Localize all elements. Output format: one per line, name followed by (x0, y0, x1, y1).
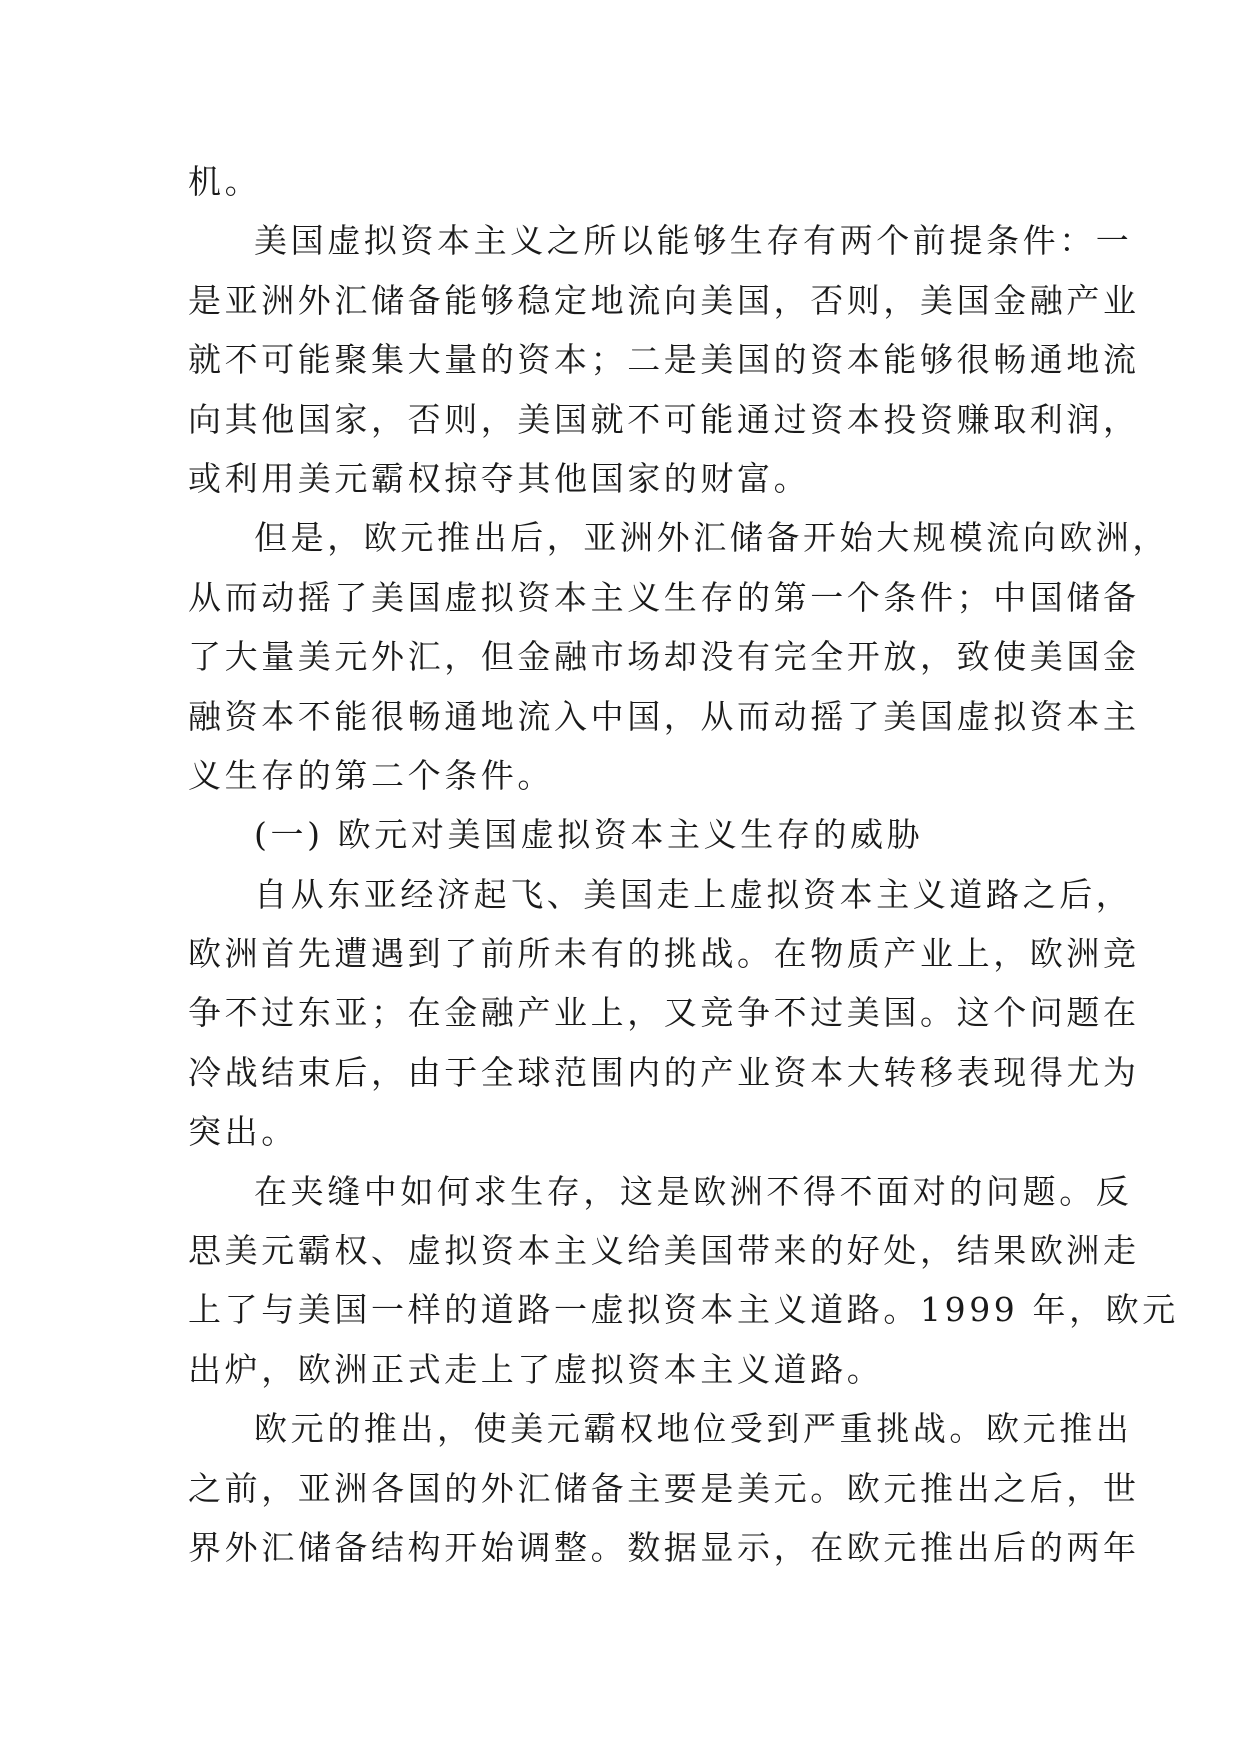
paragraph-start-line: 自从东亚经济起飞、美国走上虚拟资本主义道路之后， (254, 874, 1133, 914)
body-text (188, 152, 1179, 1577)
section-heading: (一) 欧元对美国虚拟资本主义生存的威胁 (254, 815, 924, 855)
paragraph-start-line: 在夹缝中如何求生存，这是欧洲不得不面对的问题。反 (254, 1171, 1133, 1211)
text-line: 从而动摇了美国虚拟资本主义生存的第一个条件；中国储备 (188, 577, 1140, 617)
paragraph-start-line: 但是，欧元推出后，亚洲外汇储备开始大规模流向欧洲， (254, 518, 1169, 558)
text-line: 上了与美国一样的道路一虚拟资本主义道路。1999 年，欧元 (188, 1290, 1179, 1330)
text-line: 向其他国家，否则，美国就不可能通过资本投资赚取利润， (188, 399, 1140, 439)
text-line: 了大量美元外汇，但金融市场却没有完全开放，致使美国金 (188, 637, 1140, 677)
text-line: 或利用美元霸权掠夺其他国家的财富。 (188, 458, 811, 498)
text-line: 就不可能聚集大量的资本；二是美国的资本能够很畅通地流 (188, 340, 1140, 380)
text-line: 义生存的第二个条件。 (188, 755, 554, 795)
text-line: 是亚洲外汇储备能够稳定地流向美国，否则，美国金融产业 (188, 280, 1140, 320)
text-line: 融资本不能很畅通地流入中国，从而动摇了美国虚拟资本主 (188, 696, 1140, 736)
text-line: 冷战结束后，由于全球范围内的产业资本大转移表现得尤为 (188, 1052, 1140, 1092)
paragraph-start-line: 美国虚拟资本主义之所以能够生存有两个前提条件：一 (254, 221, 1133, 261)
text-line: 出炉，欧洲正式走上了虚拟资本主义道路。 (188, 1349, 884, 1389)
text-line: 机。 (188, 162, 262, 201)
text-line: 突出。 (188, 1112, 298, 1152)
text-line: 之前，亚洲各国的外汇储备主要是美元。欧元推出之后，世 (188, 1468, 1140, 1508)
paragraph-start-line: 欧元的推出，使美元霸权地位受到严重挑战。欧元推出 (254, 1409, 1133, 1449)
text-line: 争不过东亚；在金融产业上，又竞争不过美国。这个问题在 (188, 993, 1140, 1033)
text-line: 欧洲首先遭遇到了前所未有的挑战。在物质产业上，欧洲竞 (188, 934, 1140, 974)
text-line: 界外汇储备结构开始调整。数据显示，在欧元推出后的两年 (188, 1527, 1140, 1567)
text-line: 思美元霸权、虚拟资本主义给美国带来的好处，结果欧洲走 (188, 1231, 1140, 1271)
